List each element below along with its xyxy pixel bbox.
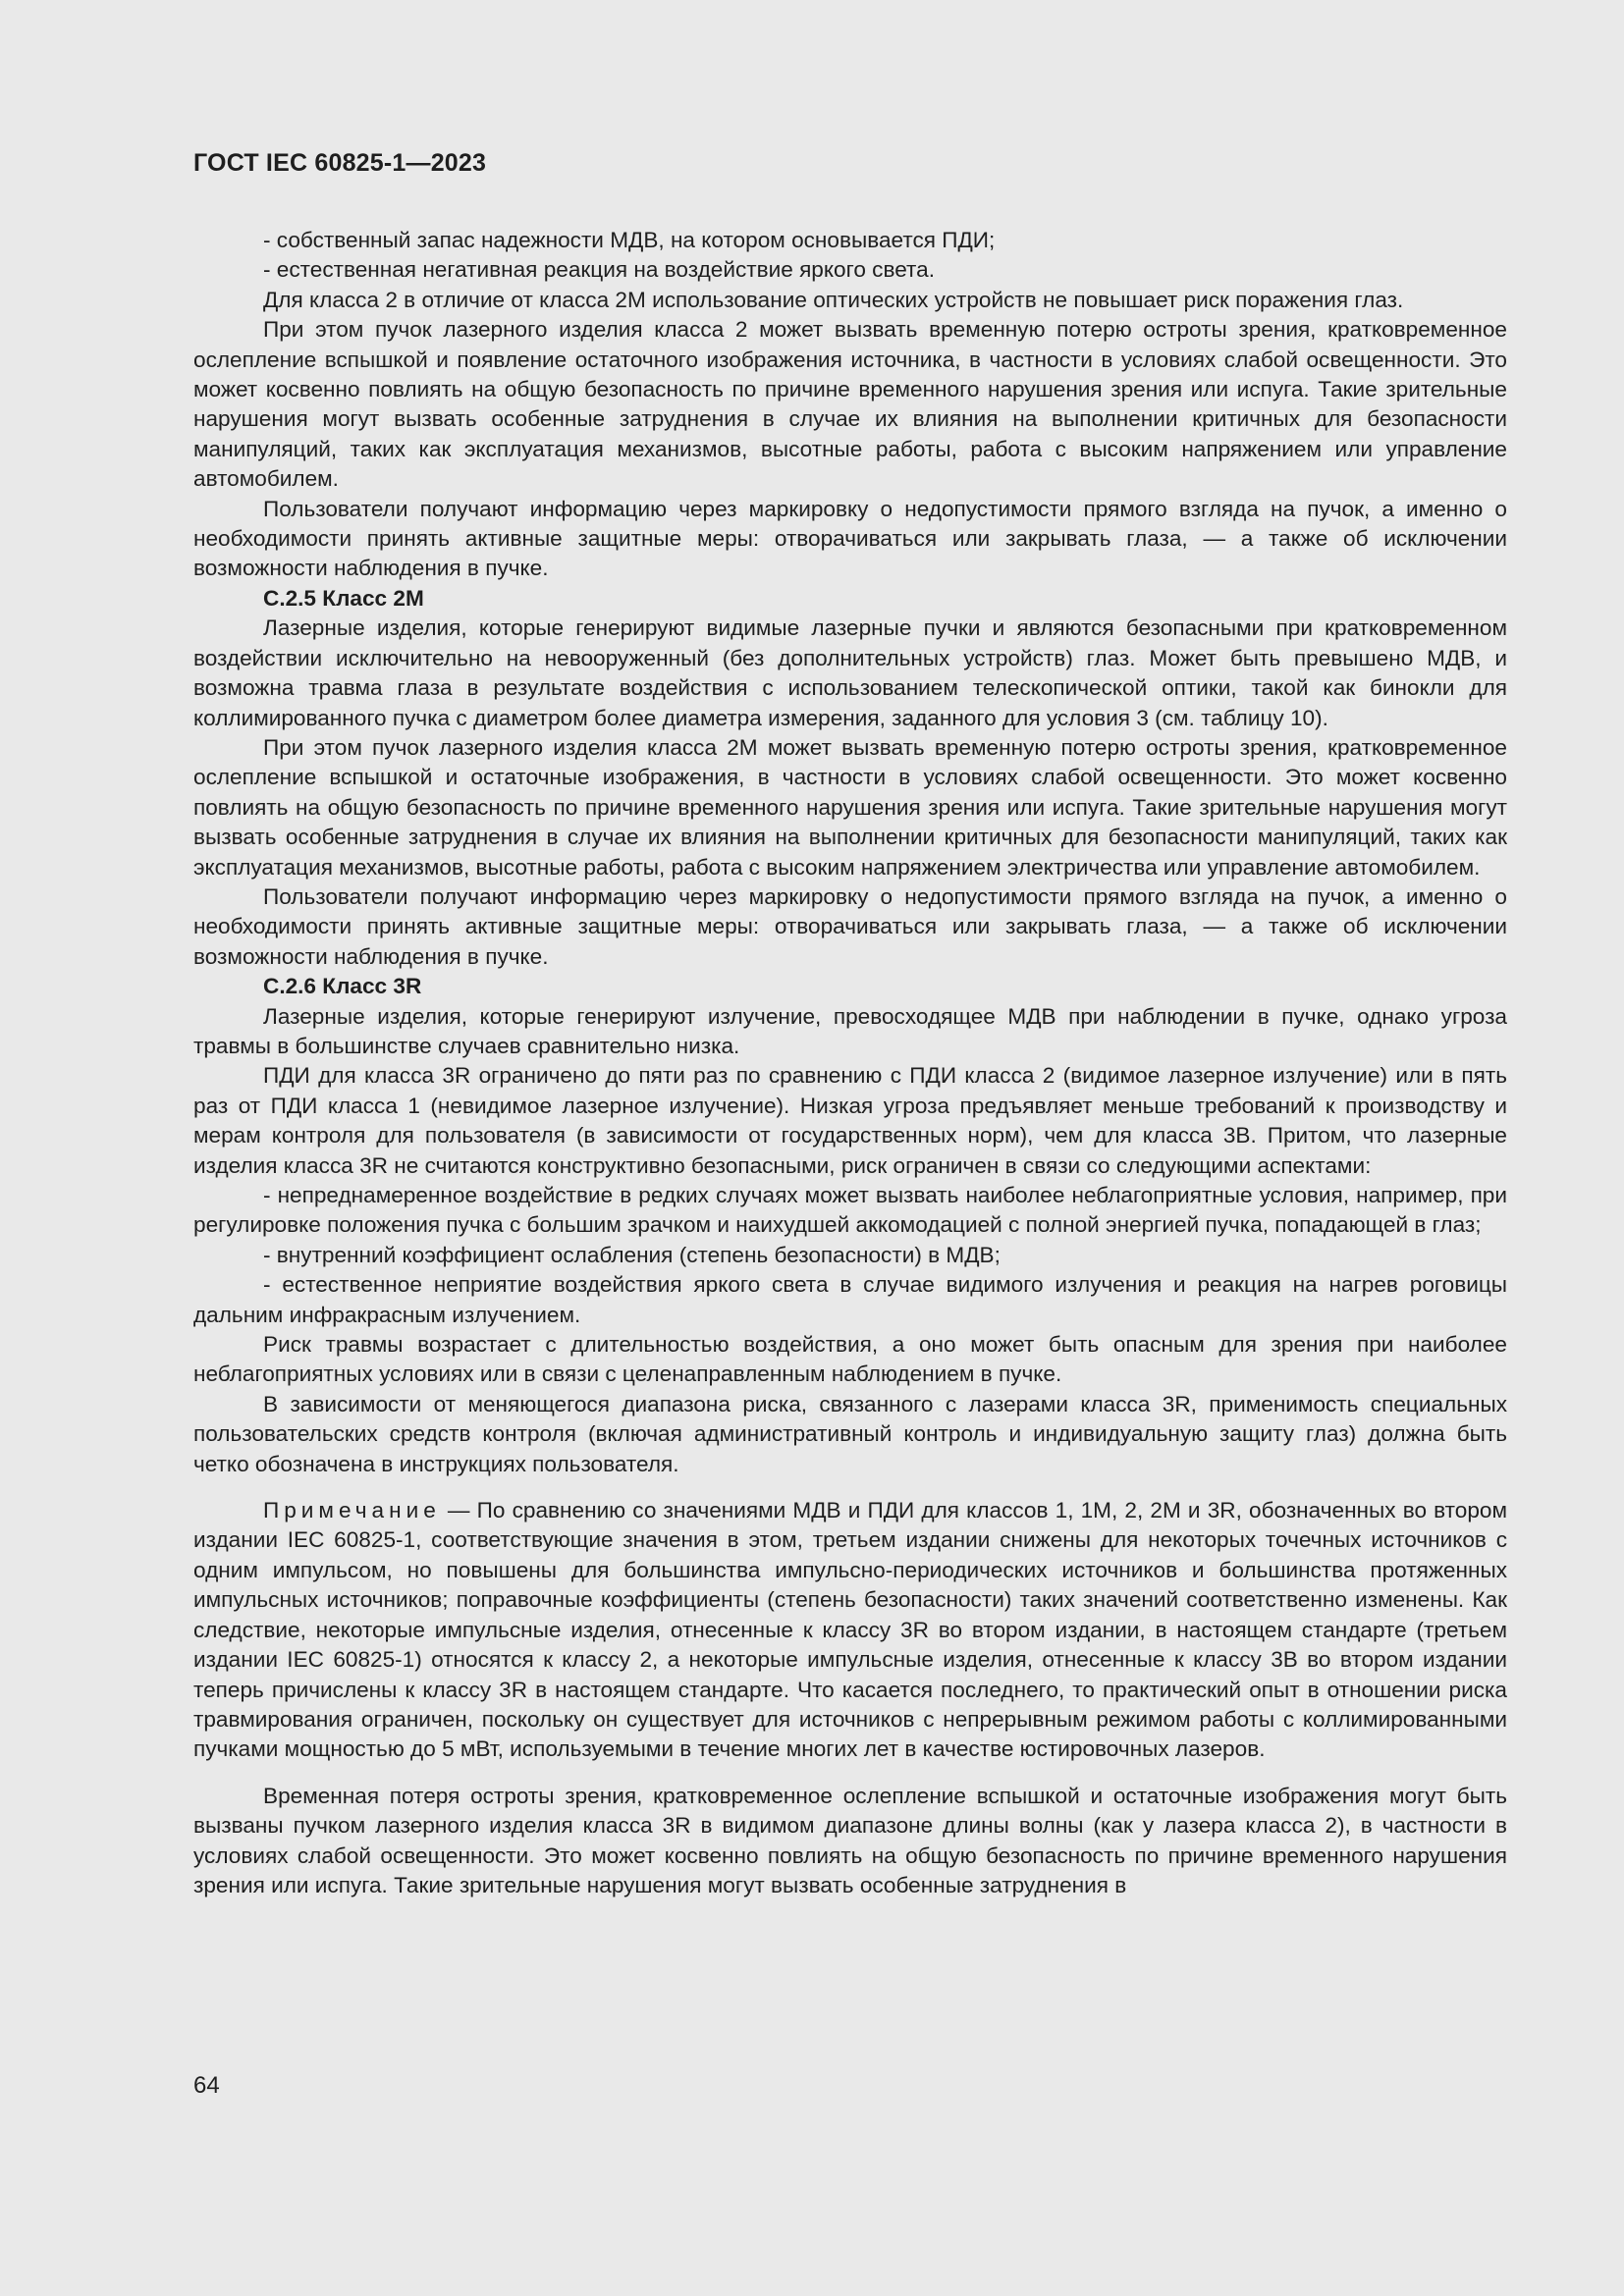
list-item-aversion-response: - естественное неприятие воздействия яркого света в случае видимого излучения и реакция на нагрев роговицы дальним инфракрасным излучением.: [193, 1272, 1507, 1327]
list-item-natural-reaction: - естественная негативная реакция на воздействие яркого света.: [263, 257, 935, 283]
paragraph-class2m-effects: При этом пучок лазерного изделия класса 2М может вызвать временную потерю остроты зрения, кратковременное ослепление вспышкой и остаточные изображения, в частности в условиях слабой освещенности. Это может косвенно повлиять на общую безопасность по причине временного нарушения зрения или испуга. Такие зрительные нарушения могут вызвать особенные затруднения в случае их влияния на выполнении критичных для безопасности манипуляций, таких как эксплуатация механизмов, высотные работы, работа с высоким напряжением электричества или управление автомобилем.: [193, 734, 1507, 880]
paragraph-class3r-risk: Риск травмы возрастает с длительностью воздействия, а оно может быть опасным для зрения при наиболее неблагоприятных условиях или в связи с целенаправленным наблюдением в пучке.: [193, 1332, 1507, 1387]
paragraph-class2-users: Пользователи получают информацию через маркировку о недопустимости прямого взгляда на пучок, а именно о необходимости принять активные защитные меры: отворачиваться или закрывать глаза, — а также об исключении возможности наблюдения в пучке.: [193, 496, 1507, 581]
paragraph-class2m-definition: Лазерные изделия, которые генерируют видимые лазерные пучки и являются безопасными при кратковременном воздействии исключительно на невооруженный (без дополнительных устройств) глаз. Может быть превышено МДВ, и возможна травма глаза в результате воздействия с использованием телескопической оптики, такой как бинокли для коллимированного пучка с диаметром более диаметра измерения, заданного для условия 3 (см. таблицу 10).: [193, 615, 1507, 730]
paragraph-class3r-visible-effects: Временная потеря остроты зрения, кратковременное ослепление вспышкой и остаточные изображения могут быть вызваны пучком лазерного изделия класса 3R в видимом диапазоне длины волны (как у лазера класса 2), в частности в условиях слабой освещенности. Это может косвенно повлиять на общую безопасность по причине временного нарушения зрения или испуга. Такие зрительные нарушения могут вызвать особенные затруднения в: [193, 1783, 1507, 1897]
paragraph-class3r-controls: В зависимости от меняющегося диапазона риска, связанного с лазерами класса 3R, применимость специальных пользовательских средств контроля (включая административный контроль и индивидуальную защиту глаз) должна быть четко обозначена в инструкциях пользователя.: [193, 1391, 1507, 1476]
note-paragraph: [193, 1496, 1507, 1765]
list-item-attenuation-factor: - внутренний коэффициент ослабления (степень безопасности) в МДВ;: [263, 1242, 1001, 1267]
paragraph-class2m-users: Пользователи получают информацию через маркировку о недопустимости прямого взгляда на пучок, а именно о необходимости принять активные защитные меры: отворачиваться или закрывать глаза, — а также об исключении возможности наблюдения в пучке.: [193, 883, 1507, 969]
list-item-unintended-exposure: - непреднамеренное воздействие в редких случаях может вызвать наиболее неблагоприятные условия, например, при регулировке положения пучка с большим зрачком и наихудшей аккомодацией с полной энергией пучка, попадающей в глаз;: [193, 1183, 1507, 1238]
paragraph-class3r-limits: ПДИ для класса 3R ограничено до пяти раз по сравнению с ПДИ класса 2 (видимое лазерное излучение) или в пять раз от ПДИ класса 1 (невидимое лазерное излучение). Низкая угроза предъявляет меньше требований к производству и мерам контроля для пользователя (в зависимости от государственных норм), чем для класса 3В. Притом, что лазерные изделия класса 3R не считаются конструктивно безопасными, риск ограничен в связи со следующими аспектами:: [193, 1063, 1507, 1178]
section-heading-c26: С.2.6 Класс 3R: [263, 974, 422, 999]
document-body: [193, 226, 1507, 1900]
paragraph-class3r-definition: Лазерные изделия, которые генерируют излучение, превосходящее МДВ при наблюдении в пучке, однако угроза травмы в большинстве случаев сравнительно низка.: [193, 1003, 1507, 1058]
paragraph-class2-effects: При этом пучок лазерного изделия класса 2 может вызвать временную потерю остроты зрения, кратковременное ослепление вспышкой и появление остаточного изображения источника, в частности в условиях слабой освещенности. Это может косвенно повлиять на общую безопасность по причине временного нарушения зрения или испуга. Такие зрительные нарушения могут вызвать особенные затруднения в случае их влияния на выполнении критичных для безопасности манипуляций, таких как эксплуатация механизмов, высотные работы, работа с высоким напряжением или управление автомобилем.: [193, 317, 1507, 492]
note-label: Примечание: [263, 1498, 441, 1523]
paragraph-class2-optics: Для класса 2 в отличие от класса 2М использование оптических устройств не повышает риск поражения глаз.: [263, 287, 1404, 312]
note-text: — По сравнению со значениями МДВ и ПДИ для классов 1, 1М, 2, 2М и 3R, обозначенных во втором издании IEC 60825-1, соответствующие значения в этом, третьем издании снижены для некоторых точечных источников с одним импульсом, но повышены для большинства импульсно-периодических источников и большинства протяженных импульсных источников; поправочные коэффициенты (степень безопасности) таких значений соответственно изменены. Как следствие, некоторые импульсные изделия, отнесенные к классу 3R во втором издании, в настоящем стандарте (третьем издании IEC 60825-1) относятся к классу 2, а некоторые импульсные изделия, отнесенные к классу 3В во втором издании теперь причислены к классу 3R в настоящем стандарте. Что касается последнего, то практический опыт в отношении риска травмирования ограничен, поскольку он существует для источников с непрерывным режимом работы с коллимированными пучками мощностью до 5 мВт, используемыми в течение многих лет в качестве юстировочных лазеров.: [193, 1498, 1507, 1762]
page-number: 64: [193, 2072, 220, 2099]
section-heading-c25: С.2.5 Класс 2М: [263, 585, 424, 611]
list-item-reliability-margin: - собственный запас надежности МДВ, на котором основывается ПДИ;: [263, 228, 996, 252]
document-header: ГОСТ IEC 60825-1—2023: [193, 149, 487, 177]
